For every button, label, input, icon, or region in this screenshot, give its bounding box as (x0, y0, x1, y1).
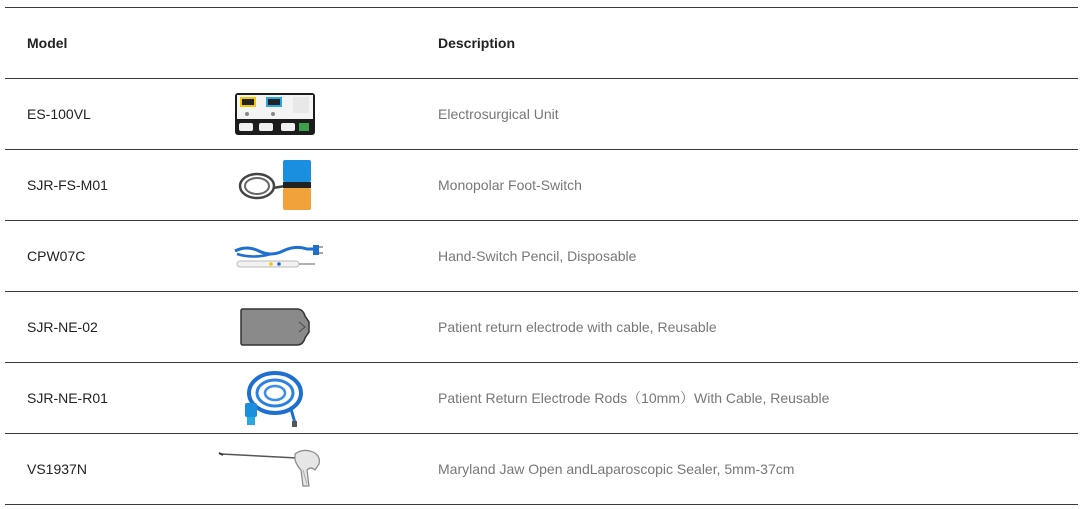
electrosurgical-unit-icon (233, 79, 317, 149)
laparoscopic-sealer-icon (217, 434, 327, 504)
header-model: Model (27, 35, 68, 51)
hand-switch-pencil-icon (227, 221, 327, 291)
table-row (5, 221, 1078, 292)
table-row (5, 292, 1078, 363)
table-row (5, 150, 1078, 221)
description-cell: Patient Return Electrode Rods（10mm）With Cable, Reusable (438, 390, 830, 406)
model-cell: CPW07C (27, 248, 86, 264)
model-cell: VS1937N (27, 461, 87, 477)
product-table (5, 7, 1078, 505)
foot-switch-icon (233, 150, 317, 220)
model-cell: SJR-NE-02 (27, 319, 98, 335)
description-cell: Monopolar Foot-Switch (438, 177, 582, 193)
model-cell: SJR-FS-M01 (27, 177, 108, 193)
header-description: Description (438, 35, 516, 51)
model-cell: SJR-NE-R01 (27, 390, 108, 406)
model-cell: ES-100VL (27, 106, 91, 122)
table-header (5, 8, 1078, 79)
table-row (5, 434, 1078, 505)
description-cell: Electrosurgical Unit (438, 106, 559, 122)
return-electrode-pad-icon (239, 292, 319, 362)
table-row (5, 363, 1078, 434)
electrode-rods-cable-icon (237, 363, 317, 433)
table-row (5, 79, 1078, 150)
description-cell: Hand-Switch Pencil, Disposable (438, 248, 637, 264)
description-cell: Patient return electrode with cable, Reusable (438, 319, 717, 335)
description-cell: Maryland Jaw Open andLaparoscopic Sealer, 5mm-37cm (438, 461, 795, 477)
